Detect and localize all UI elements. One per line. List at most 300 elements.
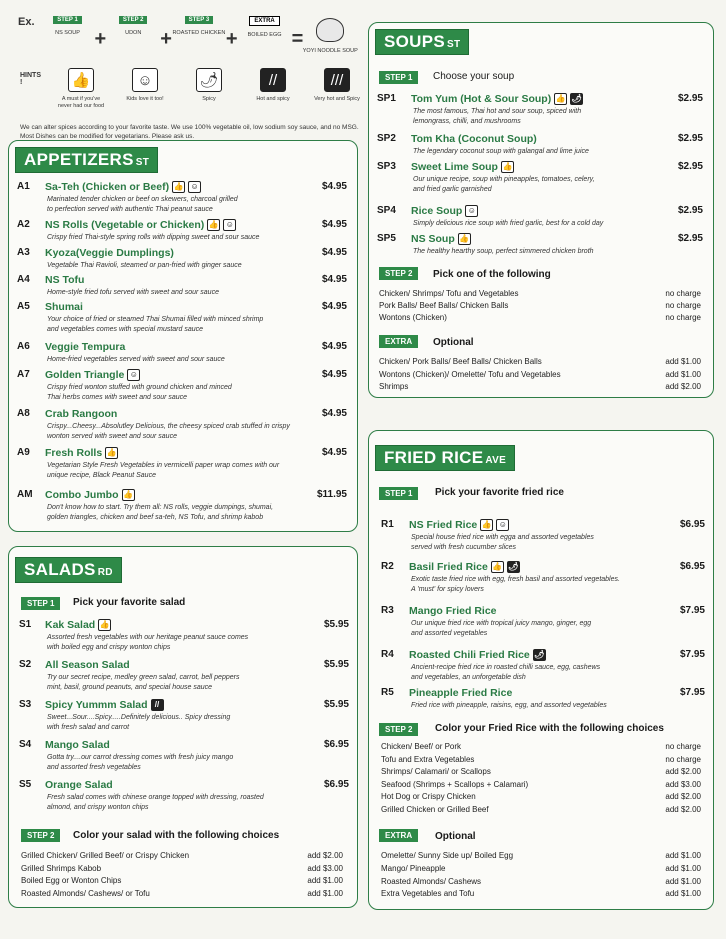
option-row [381,792,701,801]
chili-icon: 🌶 [196,68,222,92]
item-description [411,701,697,711]
option-price: add $2.00 [665,804,701,814]
item-code: AM [17,489,33,500]
section-title: APPETIZERS [24,150,134,169]
item-name-text: Veggie Tempura [45,341,126,353]
item-description [47,261,339,271]
description-line: Thai herbs comes with sweet and sour sauce [47,393,188,401]
item-description [413,247,695,257]
item-name-text: NS Fried Rice [409,519,478,531]
item-name-text: Crab Rangoon [45,408,118,420]
description-line: served with fresh cucumber slices [411,543,517,551]
plus-icon: + [160,28,172,50]
description-line: Crispy...Cheesy...Absolutley Delicious, the cheesy spiced crab stuffed in crispy [47,423,290,430]
item-price: $2.95 [677,233,703,244]
step-caption: BOILED EGG [247,32,282,38]
example-result [302,16,358,54]
item-code: A5 [17,301,30,312]
section-title: SALADS [24,560,96,579]
description-line: wonton served with sweet and sour sauce [47,432,177,440]
step2-tag: STEP 2 [379,267,418,280]
item-description [47,315,339,335]
item-price: $4.95 [321,341,347,352]
item-name [45,369,140,381]
item-price: $4.95 [321,447,347,458]
item-code: A6 [17,341,30,352]
item-name-text: All Season Salad [45,659,130,671]
section-suffix: ST [447,39,461,50]
option-price: no charge [665,754,701,764]
item-name [45,301,83,313]
option-label: Shrimps/ Calamari/ or Scallops [381,767,491,776]
option-label: Wontons (Chicken) [379,313,447,322]
option-label: Roasted Almonds/ Cashews/ or Tofu [21,888,150,898]
description-line: mint, basil, ground peanuts, and special house sauce [47,683,212,691]
option-price: add $2.00 [307,851,343,860]
hint-caption: Very hot and Spicy [314,96,360,102]
description-line: golden triangles, chicken and beef sa-teh, NS Tofu, and shrimp kabob [47,513,264,521]
result-caption: YOYI NOODLE SOUP [302,48,358,54]
option-price: no charge [665,313,701,322]
option-label: Wontons (Chicken)/ Omelette/ Tofu and Vegetables [379,369,561,379]
option-row [379,313,701,322]
description-line: The healthy hearthy soup, perfect simmered chicken broth [413,248,594,255]
option-price: add $1.00 [665,357,701,366]
item-price: $4.95 [321,408,347,419]
option-row [21,851,343,860]
description-line: almond, and crispy wonton chips [47,803,149,811]
option-price: add $1.00 [307,876,343,885]
item-code: S4 [19,739,32,750]
item-price: $11.95 [316,489,347,500]
step2-text: Pick one of the following [433,269,551,280]
item-description [47,713,341,733]
item-price: $5.95 [323,699,349,710]
item-price: $4.95 [321,301,347,312]
option-label: Shrimps [379,382,409,391]
example-row [18,16,358,54]
double-chili-icon: // [260,68,286,92]
dietary-note: We can alter spices according to your favorite taste. We use 100% vegetable oil, low sodium soy sauce, and no MSG. Most Dishes can be modified for vegetarians. Please ask us. [20,124,359,140]
legend-panel [10,10,360,140]
option-price: add $1.00 [665,889,701,899]
example-step-extra [242,16,288,38]
fried-rice-section [368,430,714,910]
description-line: and fried garlic garnished [413,185,492,193]
example-step-3 [172,16,226,36]
hint-hot-spicy [248,68,298,109]
item-price: $6.95 [323,779,349,790]
option-row [21,889,343,898]
description-line: A 'must' for spicy lovers [411,585,484,593]
item-code: R3 [381,605,394,616]
description-line: Vegetarian Style Fresh Vegetables in vermicelli paper wrap comes with our [47,462,280,469]
hint-caption: Kids love it too! [126,96,164,102]
description-line: lemongrass, chilli, and mushrooms [413,117,521,125]
item-name [45,341,125,353]
step-tag: STEP 1 [53,16,82,24]
description-line: Ancient-recipe fried rice in roasted chilli sauce, egg, cashews [411,664,601,671]
option-price: add $1.00 [665,369,701,379]
item-description [47,233,339,243]
item-name-text: Basil Fried Rice [409,561,488,573]
item-name-text: Mango Salad [45,739,110,751]
item-code: A1 [17,181,30,192]
item-code: R5 [381,687,394,698]
step1-tag: STEP 1 [21,597,60,610]
option-price: add $2.00 [665,792,701,801]
section-suffix: AVE [485,455,507,466]
description-line: The legendary coconut soup with galangal and lime juice [413,148,589,155]
option-price: add $1.00 [665,863,701,873]
extra-text: Optional [435,831,476,842]
item-name [45,408,117,420]
hint-caption: Hot and spicy [256,96,290,102]
description-line: Try our secret recipe, medley green salad, carrot, bell peppers [47,674,240,681]
item-description [47,195,339,215]
description-line: Our unique recipe, soup with pineapples, tomatoes, celery, [413,176,595,183]
option-price: add $3.00 [307,863,343,873]
item-code: SP5 [377,233,396,244]
fried-rice-header [375,445,515,471]
smiley-icon: ☺ [223,219,236,231]
item-description [47,461,339,481]
description-line: Crispy fried Thai-style spring rolls with dipping sweet and sour sauce [47,234,260,241]
option-label: Grilled Chicken or Grilled Beef [381,804,489,814]
item-code: SP2 [377,133,396,144]
triple-chili-icon: /// [324,68,350,92]
option-label: Pork Balls/ Beef Balls/ Chicken Balls [379,301,509,310]
item-name [409,519,509,531]
hint-kids [120,68,170,109]
item-price: $6.95 [323,739,349,750]
thumb-icon: 👍 [68,68,94,92]
item-name [409,605,497,617]
step1-tag: STEP 1 [379,487,418,500]
item-name-text: Pineapple Fried Rice [409,687,513,699]
step1-text: Choose your soup [433,71,515,82]
description-line: Home-fried vegetables served with sweet and sour sauce [47,356,225,363]
item-name [409,687,512,699]
item-name [45,779,113,791]
item-name-text: Mango Fried Rice [409,605,497,617]
item-name-text: Roasted Chili Fried Rice [409,649,530,661]
option-label: Chicken/ Shrimps/ Tofu and Vegetables [379,289,519,298]
thumb-icon: 👍 [173,182,184,192]
option-price: add $2.00 [665,382,701,391]
thumb-icon: 👍 [481,520,492,530]
hint-spicy [184,68,234,109]
item-code: R2 [381,561,394,572]
item-price: $4.95 [321,274,347,285]
appetizers-header [15,147,158,173]
item-name-text: NS Soup [411,233,455,245]
description-line: unique recipe, Black Peanut Sauce [47,471,156,479]
thumb-icon: 👍 [106,448,117,458]
option-row [379,382,701,391]
item-description [411,575,697,595]
option-row [379,301,701,310]
smiley-icon: ☺ [465,205,478,217]
option-price: add $1.00 [665,876,701,886]
item-name-text: Shumai [45,301,83,313]
option-row [379,357,701,366]
item-name-text: Orange Salad [45,779,113,791]
smiley-icon: ☺ [188,181,201,193]
option-label: Extra Vegetables and Tofu [381,889,475,899]
item-description [47,673,341,693]
item-name-text: Fresh Rolls [45,447,103,459]
item-code: A3 [17,247,30,258]
thumb-icon: 👍 [459,234,470,244]
description-line: Home-style fried tofu served with sweet and sour sauce [47,289,219,296]
item-name-text: Sweet Lime Soup [411,161,498,173]
option-price: add $3.00 [665,779,701,789]
step-tag: STEP 3 [185,16,214,24]
item-description [413,107,695,127]
option-label: Grilled Chicken/ Grilled Beef/ or Crispy Chicken [21,851,190,860]
step1-tag: STEP 1 [379,71,418,84]
description-line: and vegetables comes with special mustard sauce [47,325,204,333]
description-line: Assorted fresh vegetables with our heritage peanut sauce comes [47,634,249,641]
description-line: Marinated tender chicken or beef on skewers, charcoal grilled [47,196,238,203]
option-row [381,877,701,886]
appetizers-section [8,140,358,532]
extra-tag: EXTRA [379,335,418,348]
option-label: Tofu and Extra Vegetables [381,754,475,764]
option-label: Roasted Almonds/ Cashews [381,876,482,886]
hint-must-try [56,68,106,109]
section-suffix: RD [97,567,113,578]
option-row [379,289,701,298]
item-name [45,447,118,459]
item-code: A2 [17,219,30,230]
item-name-text: Rice Soup [411,205,463,217]
item-price: $4.95 [321,219,347,230]
description-line: Special house fried rice with egga and assorted vegetables [411,534,594,541]
description-line: Your choice of fried or steamed Thai Shumai filled with minced shrimp [47,316,264,323]
option-label: Hot Dog or Crispy Chicken [381,792,476,801]
item-price: $4.95 [321,369,347,380]
description-line: Vegetable Thai Ravioli, steamed or pan-fried with ginger sauce [47,262,242,269]
option-price: no charge [665,301,701,310]
item-price: $5.95 [323,619,349,630]
option-row [381,755,701,764]
item-name-text: Sa-Teh (Chicken or Beef) [45,181,170,193]
item-name [411,93,583,105]
step2-text: Color your Fried Rice with the following choices [435,723,664,734]
step-tag: EXTRA [249,16,279,26]
step-caption: NS SOUP [55,30,80,36]
item-price: $5.95 [323,659,349,670]
item-description [413,175,695,195]
description-line: and vegetables, an unforgetable dish [411,673,526,681]
description-line: and assorted fresh vegetables [47,763,141,771]
item-price: $4.95 [321,247,347,258]
item-name [45,219,236,231]
item-code: A7 [17,369,30,380]
item-description [47,422,339,442]
item-code: SP4 [377,205,396,216]
option-label: Mango/ Pineapple [381,863,446,873]
hint-very-hot [312,68,362,109]
salads-header [15,557,122,583]
extra-text: Optional [433,337,474,348]
option-label: Omelette/ Sunny Side up/ Boiled Egg [381,851,514,860]
item-name [45,489,135,501]
section-title: SOUPS [384,32,446,51]
item-name [45,739,110,751]
step2-text: Color your salad with the following choices [73,830,280,841]
description-line: Gotta try....our carrot dressing comes with fresh juicy mango [47,754,234,761]
item-description [47,288,339,298]
item-price: $4.95 [321,181,347,192]
item-price: $7.95 [679,687,705,698]
item-name [411,205,478,217]
chili-icon: 🌶 [534,650,545,660]
description-line: to perfection served with authentic Thai peanut sauce [47,205,213,213]
item-description [411,533,697,553]
option-row [381,864,701,873]
description-line: with fresh salad and carrot [47,723,130,731]
noodle-bowl-icon [316,18,344,42]
equals-icon: = [291,28,304,50]
description-line: Our unique fried rice with tropical juicy mango, ginger, egg [411,620,592,627]
item-description [47,633,341,653]
item-code: SP3 [377,161,396,172]
item-price: $7.95 [679,605,705,616]
item-code: A8 [17,408,30,419]
option-row [21,876,343,885]
item-name [411,233,471,245]
step1-text: Pick your favorite salad [73,597,186,608]
item-name [45,274,84,286]
item-code: S5 [19,779,32,790]
item-description [413,147,695,157]
item-price: $6.95 [679,561,705,572]
item-name-text: Spicy Yummm Salad [45,699,148,711]
thumb-icon: 👍 [208,220,219,230]
smiley-icon: ☺ [127,369,140,381]
chili-icon: 🌶 [571,94,582,104]
description-line: The most famous, Thai hot and sour soup, spiced with [413,108,582,115]
option-price: no charge [665,742,701,751]
item-price: $2.95 [677,205,703,216]
item-code: R1 [381,519,394,530]
item-description [47,753,341,773]
item-name [45,699,164,711]
item-code: S1 [19,619,32,630]
item-name [411,133,537,145]
item-name [45,181,201,193]
double-chili-icon: // [151,699,164,711]
item-name-text: Golden Triangle [45,369,125,381]
item-code: R4 [381,649,394,660]
salads-section [8,546,358,908]
option-label: Grilled Shrimps Kabob [21,863,102,873]
option-row [381,889,701,898]
thumb-icon: 👍 [123,490,133,500]
step1-text: Pick your favorite fried rice [435,487,564,498]
chili-icon: 🌶 [508,562,519,572]
item-name [409,561,520,573]
step2-tag: STEP 2 [379,723,418,736]
option-label: Boiled Egg or Wonton Chips [21,876,122,885]
description-line: Fried rice with pineapple, raisins, egg, and assorted vegetables [411,702,607,709]
item-price: $2.95 [677,93,703,104]
item-description [47,383,339,403]
item-name-text: Tom Yum (Hot & Sour Soup) [411,93,552,105]
item-description [411,663,697,683]
option-row [379,370,701,379]
hint-caption: A must if you've never had our food [57,96,105,109]
smiley-icon: ☺ [132,68,158,92]
option-label: Chicken/ Pork Balls/ Beef Balls/ Chicken Balls [379,357,542,366]
item-description [413,219,695,229]
item-name-text: Kak Salad [45,619,96,631]
item-price: $6.95 [679,519,705,530]
item-price: $7.95 [679,649,705,660]
description-line: Sweet...Sour....Spicy.....Definitely delicious.. Spicy dressing [47,714,231,721]
option-row [381,851,701,860]
item-name-text: Tom Kha (Coconut Soup) [411,133,537,145]
thumb-icon: 👍 [99,620,110,630]
step-caption: UDON [125,30,142,36]
item-description [47,793,341,813]
item-description [47,355,339,365]
item-name [45,619,111,631]
option-row [381,780,701,789]
option-row [381,742,701,751]
step2-tag: STEP 2 [21,829,60,842]
hint-caption: Spicy [202,96,216,102]
soups-header [375,29,469,55]
option-price: no charge [665,289,701,298]
description-line: Crispy fried wonton stuffed with ground chicken and minced [47,384,232,391]
section-suffix: ST [135,157,150,168]
soups-section [368,22,714,398]
example-label: Ex. [18,16,35,28]
option-price: add $2.00 [665,767,701,776]
option-row [381,805,701,814]
item-description [47,503,339,523]
item-name [45,247,174,259]
smiley-icon: ☺ [496,519,509,531]
description-line: and assorted vegetables [411,629,488,637]
item-name-text: NS Tofu [45,274,85,286]
description-line: Don't know how to start. Try them all: NS rolls, veggie dumpings, shumai, [47,504,274,511]
item-name [411,161,514,173]
option-label: Seafood (Shrimps + Scallops + Calamari) [381,779,529,789]
option-row [381,767,701,776]
item-code: SP1 [377,93,396,104]
hints-row [20,68,362,109]
description-line: Simply delicious rice soup with fried garlic, best for a cold day [413,220,604,227]
item-name [409,649,546,661]
step-caption: ROASTED CHICKEN [172,30,226,36]
item-code: S3 [19,699,32,710]
extra-tag: EXTRA [379,829,418,842]
description-line: with boiled egg and crispy wonton chips [47,643,171,651]
description-line: Exotic taste fried rice with egg, fresh basil and assorted vegetables. [411,576,620,583]
item-price: $2.95 [677,161,703,172]
option-label: Chicken/ Beef/ or Pork [381,742,462,751]
thumb-icon: 👍 [555,94,566,104]
description-line: Fresh salad comes with chinese orange topped with dressing, roasted [47,794,264,801]
plus-icon: + [225,28,238,50]
hints-title: HINTS ! [20,72,41,86]
item-description [411,619,697,639]
